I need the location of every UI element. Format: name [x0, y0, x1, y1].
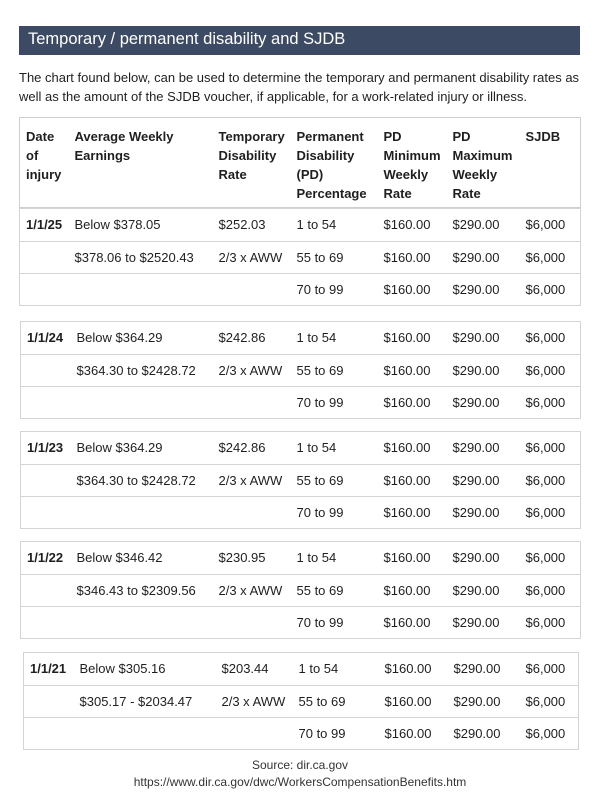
td-cell: 2/3 x AWW — [213, 575, 291, 607]
date-cell: 1/1/22 — [21, 542, 71, 575]
min-cell: $160.00 — [384, 726, 432, 741]
min-cell: $160.00 — [379, 686, 448, 718]
td-cell: 2/3 x AWW — [213, 242, 291, 274]
table-row — [24, 686, 579, 718]
header-pd-min: PD Minimum Weekly Rate — [378, 118, 447, 208]
date-cell — [21, 607, 71, 639]
table-row — [21, 355, 581, 387]
min-cell: $160.00 — [378, 465, 447, 497]
pct-cell: 70 to 99 — [298, 726, 346, 741]
table-row — [21, 542, 581, 575]
td-cell: $242.86 — [213, 432, 291, 465]
date-cell — [21, 465, 71, 497]
sjdb-cell: $6,000 — [520, 653, 579, 686]
max-cell: $290.00 — [452, 615, 500, 630]
aww-cell: Below $378.05 — [69, 209, 213, 242]
table-row — [21, 607, 581, 639]
aww-cell: Below $305.16 — [74, 653, 216, 686]
table-row — [24, 718, 579, 750]
pct-cell: 1 to 54 — [291, 432, 378, 465]
td-cell — [213, 274, 291, 306]
rate-block-1-1-22 — [20, 541, 581, 639]
sjdb-cell: $6,000 — [525, 726, 566, 741]
sjdb-cell: $6,000 — [520, 322, 581, 355]
min-cell: $160.00 — [378, 432, 447, 465]
header-sjdb: SJDB — [520, 118, 581, 208]
pct-cell: 1 to 54 — [291, 209, 378, 242]
sjdb-cell: $6,000 — [520, 686, 579, 718]
aww-cell — [71, 607, 213, 639]
aww-cell: $378.06 to $2520.43 — [69, 242, 213, 274]
section-title: Temporary / permanent disability and SJDB — [19, 26, 580, 55]
sjdb-cell: $6,000 — [520, 575, 581, 607]
rate-block-1-1-23 — [20, 431, 581, 529]
sjdb-cell: $6,000 — [525, 505, 566, 520]
table-header — [19, 117, 581, 208]
min-cell: $160.00 — [378, 575, 447, 607]
max-cell: $290.00 — [447, 355, 520, 387]
max-cell: $290.00 — [448, 686, 520, 718]
max-cell: $290.00 — [447, 465, 520, 497]
sjdb-cell: $6,000 — [520, 355, 581, 387]
td-cell — [213, 607, 291, 639]
pct-cell: 55 to 69 — [291, 242, 378, 274]
table-row — [20, 242, 581, 274]
sjdb-cell: $6,000 — [520, 209, 581, 242]
header-td-rate: Temporary Disability Rate — [213, 118, 291, 208]
date-cell: 1/1/21 — [24, 653, 74, 686]
min-cell: $160.00 — [383, 615, 431, 630]
header-date: Date of injury — [20, 118, 69, 208]
pct-cell: 55 to 69 — [291, 575, 378, 607]
date-cell: 1/1/24 — [21, 322, 71, 355]
rate-block-1-1-24 — [20, 321, 581, 419]
td-cell: $242.86 — [213, 322, 291, 355]
max-cell: $290.00 — [447, 242, 520, 274]
aww-cell: $346.43 to $2309.56 — [71, 575, 213, 607]
date-cell — [20, 242, 69, 274]
sjdb-cell: $6,000 — [525, 615, 566, 630]
table-row — [21, 575, 581, 607]
rate-block-1-1-21 — [23, 652, 579, 750]
date-cell — [24, 718, 74, 750]
header-pd-percentage: Permanent Disability (PD) Percentage — [291, 118, 378, 208]
pct-cell: 55 to 69 — [291, 355, 378, 387]
table-row — [21, 322, 581, 355]
table-row — [24, 653, 579, 686]
date-cell — [24, 686, 74, 718]
source-url[interactable]: https://www.dir.ca.gov/dwc/WorkersCompensationBenefits.htm — [133, 775, 467, 789]
min-cell: $160.00 — [383, 395, 431, 410]
table-row — [21, 465, 581, 497]
max-cell: $290.00 — [448, 653, 520, 686]
pct-cell: 1 to 54 — [293, 653, 379, 686]
min-cell: $160.00 — [383, 282, 431, 297]
td-cell: 2/3 x AWW — [216, 686, 293, 718]
intro-paragraph: The chart found below, can be used to determine the temporary and permanent disability rates as well as the amount of the SJDB voucher, if applicable, for a work-related injury or illness. — [19, 70, 580, 104]
sjdb-cell: $6,000 — [520, 242, 581, 274]
td-cell — [213, 387, 291, 419]
date-cell — [20, 274, 69, 306]
pct-cell: 70 to 99 — [296, 282, 344, 297]
td-cell: $203.44 — [216, 653, 293, 686]
sjdb-cell: $6,000 — [520, 432, 581, 465]
table-row — [21, 387, 581, 419]
max-cell: $290.00 — [447, 432, 520, 465]
aww-cell — [71, 497, 213, 529]
max-cell: $290.00 — [447, 322, 520, 355]
aww-cell: Below $364.29 — [71, 322, 213, 355]
pct-cell: 70 to 99 — [296, 395, 344, 410]
td-cell: 2/3 x AWW — [213, 355, 291, 387]
date-cell — [21, 497, 71, 529]
aww-cell: Below $364.29 — [71, 432, 213, 465]
max-cell: $290.00 — [452, 395, 500, 410]
sjdb-cell: $6,000 — [520, 542, 581, 575]
pct-cell: 1 to 54 — [291, 542, 378, 575]
td-cell — [213, 497, 291, 529]
date-cell — [21, 575, 71, 607]
max-cell: $290.00 — [453, 726, 501, 741]
sjdb-cell: $6,000 — [525, 282, 566, 297]
sjdb-cell: $6,000 — [525, 395, 566, 410]
pct-cell: 1 to 54 — [291, 322, 378, 355]
td-cell: 2/3 x AWW — [213, 465, 291, 497]
min-cell: $160.00 — [378, 355, 447, 387]
min-cell: $160.00 — [378, 542, 447, 575]
td-cell: $230.95 — [213, 542, 291, 575]
td-cell: $252.03 — [213, 209, 291, 242]
date-cell — [21, 387, 71, 419]
min-cell: $160.00 — [378, 242, 447, 274]
aww-cell — [69, 274, 213, 306]
aww-cell: $364.30 to $2428.72 — [71, 355, 213, 387]
aww-cell: $305.17 - $2034.47 — [74, 686, 216, 718]
pct-cell: 70 to 99 — [296, 505, 344, 520]
sjdb-cell: $6,000 — [520, 465, 581, 497]
header-aww: Average Weekly Earnings — [69, 118, 213, 208]
date-cell — [21, 355, 71, 387]
aww-cell — [74, 718, 216, 750]
min-cell: $160.00 — [383, 505, 431, 520]
max-cell: $290.00 — [452, 505, 500, 520]
max-cell: $290.00 — [452, 282, 500, 297]
pct-cell: 70 to 99 — [296, 615, 344, 630]
max-cell: $290.00 — [447, 209, 520, 242]
max-cell: $290.00 — [447, 575, 520, 607]
table-row — [20, 274, 581, 306]
table-row — [21, 497, 581, 529]
pct-cell: 55 to 69 — [291, 465, 378, 497]
aww-cell — [71, 387, 213, 419]
rate-block-1-1-25 — [19, 208, 581, 306]
min-cell: $160.00 — [378, 322, 447, 355]
header-pd-max: PD Maximum Weekly Rate — [447, 118, 520, 208]
source-label: Source: dir.ca.gov — [251, 758, 349, 772]
min-cell: $160.00 — [378, 209, 447, 242]
max-cell: $290.00 — [447, 542, 520, 575]
date-cell: 1/1/25 — [20, 209, 69, 242]
pct-cell: 55 to 69 — [293, 686, 379, 718]
min-cell: $160.00 — [379, 653, 448, 686]
table-row — [20, 209, 581, 242]
td-cell — [216, 718, 293, 750]
table-row — [21, 432, 581, 465]
date-cell: 1/1/23 — [21, 432, 71, 465]
aww-cell: Below $346.42 — [71, 542, 213, 575]
aww-cell: $364.30 to $2428.72 — [71, 465, 213, 497]
